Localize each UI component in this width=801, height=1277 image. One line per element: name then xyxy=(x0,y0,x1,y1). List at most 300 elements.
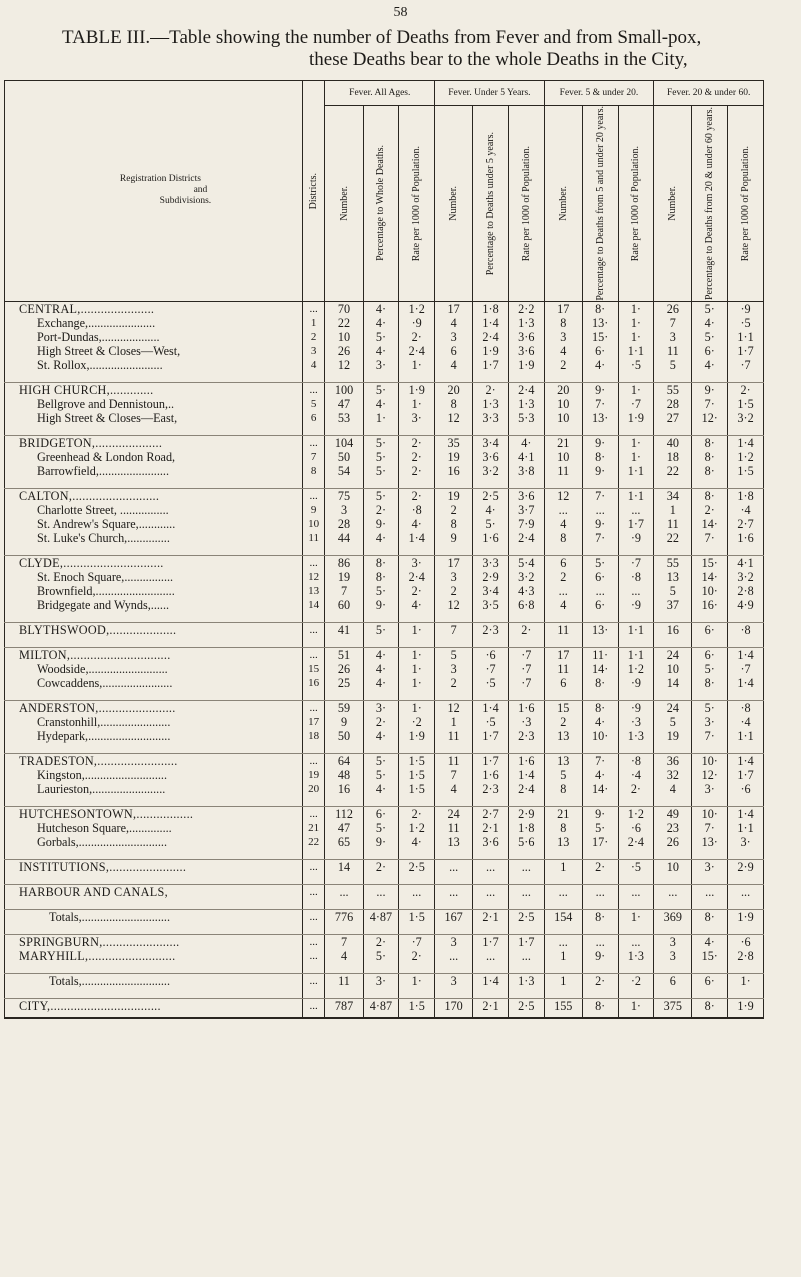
separator-cell xyxy=(5,1013,303,1018)
district-number: 9 xyxy=(302,503,325,517)
separator-cell xyxy=(473,849,509,860)
value-cell: 2· xyxy=(399,584,435,598)
value-cell: 1·4 xyxy=(508,768,544,782)
subdivision-row xyxy=(5,676,764,690)
value-cell: 21 xyxy=(544,435,582,450)
value-cell: 4· xyxy=(508,435,544,450)
separator-cell xyxy=(692,425,728,436)
value-cell: 2·4 xyxy=(508,531,544,545)
separator-cell xyxy=(692,612,728,623)
separator-cell xyxy=(654,899,692,910)
value-cell: 1·4 xyxy=(399,531,435,545)
table-body xyxy=(5,301,764,1018)
subdivision-row xyxy=(5,835,764,849)
row-label: CENTRAL,...................... xyxy=(5,301,303,316)
value-cell: 5·4 xyxy=(508,555,544,570)
value-cell: 1·9 xyxy=(618,411,654,425)
value-cell: 11 xyxy=(654,344,692,358)
value-cell: 4· xyxy=(363,531,399,545)
value-cell: 9· xyxy=(582,806,618,821)
value-cell: 1·6 xyxy=(508,700,544,715)
value-cell: 13 xyxy=(435,835,473,849)
value-cell: 1·3 xyxy=(618,729,654,743)
value-cell: 7· xyxy=(582,753,618,768)
value-cell: 1· xyxy=(399,622,435,637)
value-cell: 3·5 xyxy=(473,598,509,612)
value-cell: 19 xyxy=(654,729,692,743)
value-cell: 6 xyxy=(544,676,582,690)
separator-cell xyxy=(544,743,582,754)
separator-cell xyxy=(728,1013,764,1018)
value-cell: 17 xyxy=(435,555,473,570)
value-cell: 8· xyxy=(582,450,618,464)
district-number: ... xyxy=(302,884,325,899)
row-label: Cowcaddens,....................... xyxy=(5,676,303,690)
separator-cell xyxy=(654,612,692,623)
value-cell: ·5 xyxy=(473,715,509,729)
value-cell: ·9 xyxy=(618,700,654,715)
separator-cell xyxy=(363,1013,399,1018)
row-label: ANDERSTON,....................... xyxy=(5,700,303,715)
value-cell: 3 xyxy=(544,330,582,344)
value-cell: 4· xyxy=(363,647,399,662)
value-cell: 8· xyxy=(692,488,728,503)
value-cell: 17 xyxy=(435,301,473,316)
value-cell: 2· xyxy=(399,488,435,503)
row-label: Laurieston,........................ xyxy=(5,782,303,796)
value-cell: ·8 xyxy=(728,622,764,637)
separator-cell xyxy=(325,690,363,701)
separator-cell xyxy=(654,545,692,556)
separator-cell xyxy=(728,899,764,910)
value-cell: 9· xyxy=(582,949,618,963)
value-cell: 2·9 xyxy=(728,859,764,874)
separator-cell xyxy=(654,637,692,648)
value-cell: 23 xyxy=(654,821,692,835)
separator-cell xyxy=(654,425,692,436)
value-cell: 1 xyxy=(435,715,473,729)
value-cell: 1·4 xyxy=(728,435,764,450)
value-cell: 4·3 xyxy=(508,584,544,598)
separator-cell xyxy=(654,963,692,974)
value-cell: 7 xyxy=(435,622,473,637)
separator-cell xyxy=(325,796,363,807)
value-cell: 26 xyxy=(654,301,692,316)
separator-cell xyxy=(302,1013,325,1018)
separator-cell xyxy=(692,796,728,807)
row-label: Hutcheson Square,.............. xyxy=(5,821,303,835)
district-number: 17 xyxy=(302,715,325,729)
value-cell: 15· xyxy=(692,949,728,963)
value-cell: 2·4 xyxy=(399,344,435,358)
district-row xyxy=(5,622,764,637)
subdivision-row xyxy=(5,715,764,729)
separator-cell xyxy=(728,612,764,623)
value-cell: 5·6 xyxy=(508,835,544,849)
value-cell: ... xyxy=(473,949,509,963)
value-cell: 6 xyxy=(544,555,582,570)
value-cell: 5 xyxy=(654,584,692,598)
separator-cell xyxy=(692,478,728,489)
district-number: 21 xyxy=(302,821,325,835)
district-number: ... xyxy=(302,753,325,768)
value-cell: 65 xyxy=(325,835,363,849)
row-label: Brownfield,.......................... xyxy=(5,584,303,598)
value-cell: ·8 xyxy=(399,503,435,517)
value-cell: 16 xyxy=(435,464,473,478)
separator-cell xyxy=(508,899,544,910)
separator-cell xyxy=(5,988,303,999)
separator-cell xyxy=(399,637,435,648)
district-row xyxy=(5,998,764,1013)
value-cell: 28 xyxy=(654,397,692,411)
separator-cell xyxy=(325,849,363,860)
value-cell: 2· xyxy=(363,859,399,874)
value-cell: 1·6 xyxy=(728,531,764,545)
value-cell: 1·7 xyxy=(508,934,544,949)
value-cell: 4· xyxy=(399,598,435,612)
value-cell: 13· xyxy=(692,835,728,849)
value-cell: 1·5 xyxy=(399,753,435,768)
value-cell: 2·3 xyxy=(473,782,509,796)
row-label: Exchange,...................... xyxy=(5,316,303,330)
value-cell: 1·4 xyxy=(473,316,509,330)
value-cell: 1· xyxy=(618,909,654,924)
value-cell: 2· xyxy=(363,503,399,517)
separator-cell xyxy=(302,796,325,807)
value-cell: 2·5 xyxy=(508,998,544,1013)
value-cell: 55 xyxy=(654,555,692,570)
row-label: High Street & Closes—East, xyxy=(5,411,303,425)
value-cell: 11 xyxy=(544,662,582,676)
group-5-to-20: Fever. 5 & under 20. xyxy=(544,81,654,106)
value-cell: 7 xyxy=(654,316,692,330)
value-cell: 8· xyxy=(582,909,618,924)
separator-cell xyxy=(302,899,325,910)
value-cell: 17· xyxy=(582,835,618,849)
value-cell: 2 xyxy=(435,503,473,517)
value-cell: ·9 xyxy=(618,676,654,690)
row-label: CALTON,.......................... xyxy=(5,488,303,503)
value-cell: 22 xyxy=(325,316,363,330)
value-cell: 10· xyxy=(692,806,728,821)
separator-cell xyxy=(325,924,363,935)
value-cell: 1·2 xyxy=(728,450,764,464)
col-header: Rate per 1000 of Population. xyxy=(618,106,654,302)
separator-cell xyxy=(654,924,692,935)
separator-cell xyxy=(473,425,509,436)
value-cell: ... xyxy=(544,934,582,949)
separator-cell xyxy=(363,545,399,556)
value-cell: 13 xyxy=(544,753,582,768)
value-cell: 1·7 xyxy=(473,753,509,768)
value-cell: 1· xyxy=(618,382,654,397)
value-cell: 70 xyxy=(325,301,363,316)
separator-cell xyxy=(473,924,509,935)
value-cell: 1·6 xyxy=(473,768,509,782)
value-cell: 6· xyxy=(692,622,728,637)
value-cell: 776 xyxy=(325,909,363,924)
value-cell: 25 xyxy=(325,676,363,690)
value-cell: 2· xyxy=(618,782,654,796)
row-label: Barrowfield,....................... xyxy=(5,464,303,478)
value-cell: 2· xyxy=(399,450,435,464)
value-cell: 9 xyxy=(435,531,473,545)
separator-cell xyxy=(728,796,764,807)
value-cell: 55 xyxy=(654,382,692,397)
value-cell: 28 xyxy=(325,517,363,531)
district-row xyxy=(5,753,764,768)
value-cell: ... xyxy=(508,859,544,874)
separator-cell xyxy=(435,963,473,974)
row-label: MILTON,.............................. xyxy=(5,647,303,662)
value-cell: 3 xyxy=(654,330,692,344)
row-label: St. Enoch Square,................ xyxy=(5,570,303,584)
value-cell: 2·4 xyxy=(508,782,544,796)
district-number: 16 xyxy=(302,676,325,690)
row-separator xyxy=(5,478,764,489)
district-row xyxy=(5,700,764,715)
separator-cell xyxy=(508,874,544,885)
col-header: Rate per 1000 of Population. xyxy=(508,106,544,302)
value-cell: 1·1 xyxy=(618,622,654,637)
separator-cell xyxy=(302,612,325,623)
separator-cell xyxy=(618,963,654,974)
value-cell: 4· xyxy=(692,316,728,330)
separator-cell xyxy=(325,874,363,885)
value-cell: 50 xyxy=(325,450,363,464)
value-cell: 22 xyxy=(654,531,692,545)
separator-cell xyxy=(399,988,435,999)
value-cell: 54 xyxy=(325,464,363,478)
value-cell: 5· xyxy=(692,301,728,316)
value-cell: 3· xyxy=(692,859,728,874)
value-cell: 6· xyxy=(363,806,399,821)
separator-cell xyxy=(302,425,325,436)
separator-cell xyxy=(435,690,473,701)
row-label: HIGH CHURCH,............. xyxy=(5,382,303,397)
row-separator xyxy=(5,425,764,436)
value-cell: ·7 xyxy=(728,662,764,676)
separator-cell xyxy=(544,874,582,885)
value-cell: ·5 xyxy=(473,676,509,690)
value-cell: 5· xyxy=(363,450,399,464)
value-cell: 3·2 xyxy=(728,570,764,584)
separator-cell xyxy=(325,963,363,974)
value-cell: ·7 xyxy=(399,934,435,949)
district-number: ... xyxy=(302,555,325,570)
value-cell: 11 xyxy=(544,622,582,637)
value-cell: 4· xyxy=(473,503,509,517)
value-cell: 2 xyxy=(435,676,473,690)
value-cell: 16 xyxy=(654,622,692,637)
value-cell: 5· xyxy=(582,821,618,835)
value-cell: 9· xyxy=(582,382,618,397)
district-number: 8 xyxy=(302,464,325,478)
value-cell: 2·1 xyxy=(473,909,509,924)
value-cell: ·8 xyxy=(728,700,764,715)
value-cell: ... xyxy=(325,884,363,899)
value-cell: 11 xyxy=(654,517,692,531)
value-cell: 3· xyxy=(692,715,728,729)
col-header: Percentage to Deaths under 5 years. xyxy=(473,106,509,302)
value-cell: 3 xyxy=(654,934,692,949)
separator-cell xyxy=(544,924,582,935)
value-cell: 3·8 xyxy=(508,464,544,478)
value-cell: 3·3 xyxy=(473,555,509,570)
value-cell: ... xyxy=(435,859,473,874)
district-number: ... xyxy=(302,949,325,963)
value-cell: 8· xyxy=(582,301,618,316)
value-cell: 2· xyxy=(508,622,544,637)
row-label: St. Andrew's Square,............ xyxy=(5,517,303,531)
value-cell: 2· xyxy=(399,330,435,344)
group-all-ages: Fever. All Ages. xyxy=(325,81,435,106)
district-number: ... xyxy=(302,973,325,988)
value-cell: 9· xyxy=(363,598,399,612)
value-cell: 2 xyxy=(544,715,582,729)
separator-cell xyxy=(544,545,582,556)
separator-cell xyxy=(618,637,654,648)
subdivision-row xyxy=(5,397,764,411)
value-cell: 1·1 xyxy=(618,488,654,503)
value-cell: 6· xyxy=(582,570,618,584)
district-number: 5 xyxy=(302,397,325,411)
value-cell: 8· xyxy=(692,909,728,924)
value-cell: 2·7 xyxy=(473,806,509,821)
value-cell: ·8 xyxy=(618,753,654,768)
separator-cell xyxy=(582,545,618,556)
col-header: Percentage to Deaths from 5 and under 20 years. xyxy=(582,106,618,302)
separator-cell xyxy=(582,899,618,910)
district-row xyxy=(5,859,764,874)
value-cell: 2·4 xyxy=(473,330,509,344)
value-cell: 1 xyxy=(544,859,582,874)
col-header: Number. xyxy=(435,106,473,302)
value-cell: 75 xyxy=(325,488,363,503)
separator-cell xyxy=(473,963,509,974)
value-cell: 1·3 xyxy=(508,397,544,411)
row-separator xyxy=(5,545,764,556)
districts-header: Districts. xyxy=(302,81,325,302)
value-cell: 4· xyxy=(363,782,399,796)
separator-cell xyxy=(544,372,582,383)
row-label: HARBOUR AND CANALS, xyxy=(5,884,303,899)
separator-cell xyxy=(544,988,582,999)
separator-cell xyxy=(618,545,654,556)
separator-cell xyxy=(325,545,363,556)
value-cell: 14 xyxy=(654,676,692,690)
value-cell: 1· xyxy=(399,397,435,411)
separator-cell xyxy=(399,545,435,556)
value-cell: 9· xyxy=(582,435,618,450)
value-cell: 1·1 xyxy=(728,821,764,835)
value-cell: 5· xyxy=(363,330,399,344)
registration-header: Registration Districts and Subdivisions. xyxy=(5,81,303,302)
value-cell: 3·6 xyxy=(473,450,509,464)
value-cell: 8 xyxy=(435,517,473,531)
row-separator xyxy=(5,637,764,648)
separator-cell xyxy=(618,796,654,807)
value-cell: 4·1 xyxy=(508,450,544,464)
separator-cell xyxy=(435,1013,473,1018)
value-cell: 24 xyxy=(435,806,473,821)
separator-cell xyxy=(544,478,582,489)
value-cell: 10· xyxy=(692,753,728,768)
separator-cell xyxy=(728,690,764,701)
value-cell: 8· xyxy=(582,700,618,715)
value-cell: ... xyxy=(544,584,582,598)
value-cell: 1·7 xyxy=(473,934,509,949)
district-number: ... xyxy=(302,301,325,316)
separator-cell xyxy=(692,924,728,935)
value-cell: 13· xyxy=(582,411,618,425)
separator-cell xyxy=(544,690,582,701)
separator-cell xyxy=(5,372,303,383)
value-cell: 5· xyxy=(363,821,399,835)
district-number: 4 xyxy=(302,358,325,372)
separator-cell xyxy=(654,874,692,885)
value-cell: 112 xyxy=(325,806,363,821)
totals-row xyxy=(5,973,764,988)
value-cell: 4· xyxy=(582,768,618,782)
row-label: CITY,................................. xyxy=(5,998,303,1013)
value-cell: 53 xyxy=(325,411,363,425)
value-cell: ... xyxy=(582,584,618,598)
value-cell: 1·4 xyxy=(473,973,509,988)
separator-cell xyxy=(5,545,303,556)
separator-cell xyxy=(618,988,654,999)
district-number: 11 xyxy=(302,531,325,545)
value-cell: 86 xyxy=(325,555,363,570)
row-label: Charlotte Street, ................ xyxy=(5,503,303,517)
separator-cell xyxy=(654,743,692,754)
value-cell: 1·4 xyxy=(728,647,764,662)
value-cell: 2·2 xyxy=(508,301,544,316)
separator-cell xyxy=(473,690,509,701)
value-cell: 8 xyxy=(435,397,473,411)
page-number: 58 xyxy=(393,5,408,20)
separator-cell xyxy=(325,612,363,623)
value-cell: 6· xyxy=(692,973,728,988)
subdivision-row xyxy=(5,358,764,372)
district-row xyxy=(5,382,764,397)
subdivision-row xyxy=(5,517,764,531)
value-cell: 3·2 xyxy=(728,411,764,425)
value-cell: 8 xyxy=(544,782,582,796)
value-cell: 15· xyxy=(582,330,618,344)
value-cell: 14 xyxy=(325,859,363,874)
value-cell: 3· xyxy=(692,782,728,796)
separator-cell xyxy=(692,372,728,383)
value-cell: 1·9 xyxy=(728,909,764,924)
separator-cell xyxy=(728,988,764,999)
row-separator xyxy=(5,899,764,910)
separator-cell xyxy=(435,796,473,807)
value-cell: 32 xyxy=(654,768,692,782)
separator-cell xyxy=(618,899,654,910)
separator-cell xyxy=(363,612,399,623)
value-cell: 1·5 xyxy=(399,909,435,924)
value-cell: 11 xyxy=(325,973,363,988)
value-cell: 5· xyxy=(363,753,399,768)
district-number: ... xyxy=(302,806,325,821)
separator-cell xyxy=(508,690,544,701)
value-cell: 1· xyxy=(399,662,435,676)
district-number: 3 xyxy=(302,344,325,358)
row-label: St. Rollox,........................ xyxy=(5,358,303,372)
district-number: 7 xyxy=(302,450,325,464)
